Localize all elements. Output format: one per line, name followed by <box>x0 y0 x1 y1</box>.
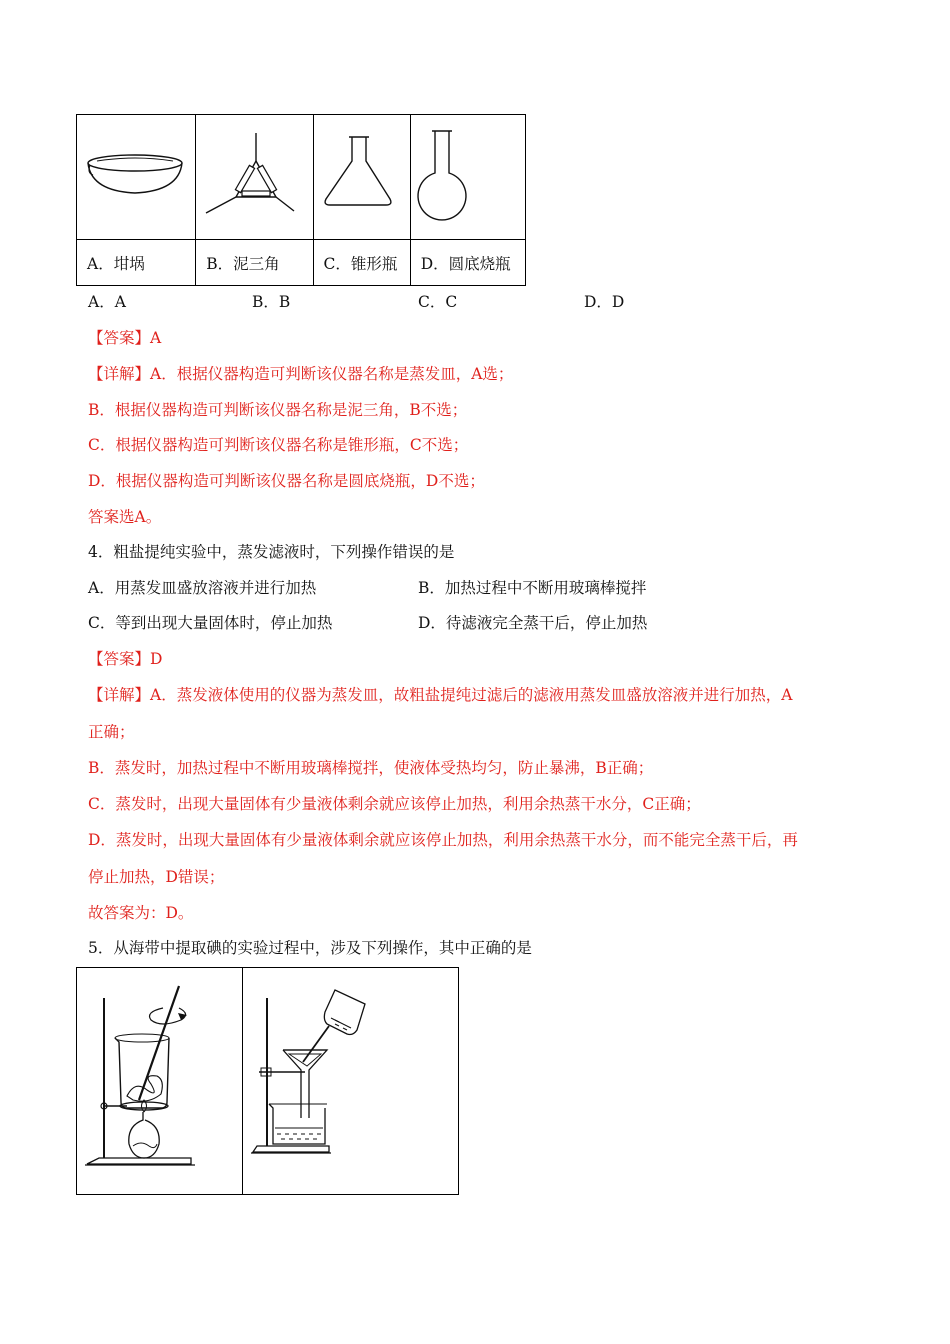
q3-option-c: C．C <box>418 293 458 311</box>
q3-detail-line: D．根据仪器构造可判断该仪器名称是圆底烧瓶，D不选； <box>88 472 485 490</box>
q4-detail-line: 正确； <box>88 723 135 741</box>
q4-option-d: D．待滤液完全蒸干后，停止加热 <box>418 614 648 632</box>
q5-figure-b <box>243 968 459 1195</box>
q5-figure-a <box>77 968 243 1195</box>
q4-answer: 【答案】D <box>88 650 163 668</box>
evaporating-dish-icon <box>77 115 195 239</box>
filtration-setup-icon <box>243 968 458 1194</box>
q4-option-a: A．用蒸发皿盛放溶液并进行加热 <box>88 579 317 597</box>
cell-conical-flask <box>313 115 410 240</box>
q3-answer: 【答案】A <box>88 329 162 347</box>
cell-clay-triangle <box>196 115 313 240</box>
q3-detail-line: 【详解】A．根据仪器构造可判断该仪器名称是蒸发皿，A选； <box>88 365 514 383</box>
cell-evaporating-dish <box>77 115 196 240</box>
q3-detail-line: B．根据仪器构造可判断该仪器名称是泥三角，B不选； <box>88 401 468 419</box>
q3-detail-line: 答案选A。 <box>88 508 162 526</box>
conical-flask-icon <box>314 115 410 239</box>
q4-detail-line: C．蒸发时，出现大量固体有少量液体剩余就应该停止加热，利用余热蒸干水分，C正确； <box>88 795 701 813</box>
q4-option-b: B．加热过程中不断用玻璃棒搅拌 <box>418 579 647 597</box>
q3-option-d: D．D <box>584 293 625 311</box>
q5-figure-table <box>76 967 459 1195</box>
heating-beaker-stirring-icon <box>77 968 242 1194</box>
q3-option-a: A．A <box>88 293 126 311</box>
q4-detail-line: 停止加热，D错误； <box>88 868 225 886</box>
apparatus-label-c: C．锥形瓶 <box>313 240 410 286</box>
q4-detail-line: 故答案为：D。 <box>88 904 194 922</box>
q4-detail-line: 【详解】A．蒸发液体使用的仪器为蒸发皿，故粗盐提纯过滤后的滤液用蒸发皿盛放溶液并进行加热，A <box>88 686 793 704</box>
q3-detail-line: C．根据仪器构造可判断该仪器名称是锥形瓶，C不选； <box>88 436 469 454</box>
clay-triangle-icon <box>196 115 312 239</box>
q4-stem: 4．粗盐提纯实验中，蒸发滤液时，下列操作错误的是 <box>88 543 455 561</box>
apparatus-label-b: B．泥三角 <box>196 240 313 286</box>
apparatus-table <box>76 114 526 286</box>
q4-option-c: C．等到出现大量固体时，停止加热 <box>88 614 333 632</box>
q4-detail-line: D．蒸发时，出现大量固体有少量液体剩余就应该停止加热，利用余热蒸干水分，而不能完全蒸干后，再 <box>88 831 798 849</box>
apparatus-label-a: A．坩埚 <box>77 240 196 286</box>
round-bottom-flask-icon <box>411 115 525 239</box>
q4-detail-line: B．蒸发时，加热过程中不断用玻璃棒搅拌，使液体受热均匀，防止暴沸，B正确； <box>88 759 654 777</box>
apparatus-label-d: D．圆底烧瓶 <box>410 240 525 286</box>
q3-option-b: B．B <box>252 293 291 311</box>
cell-round-bottom-flask <box>410 115 525 240</box>
q5-stem: 5．从海带中提取碘的实验过程中，涉及下列操作，其中正确的是 <box>88 939 532 957</box>
